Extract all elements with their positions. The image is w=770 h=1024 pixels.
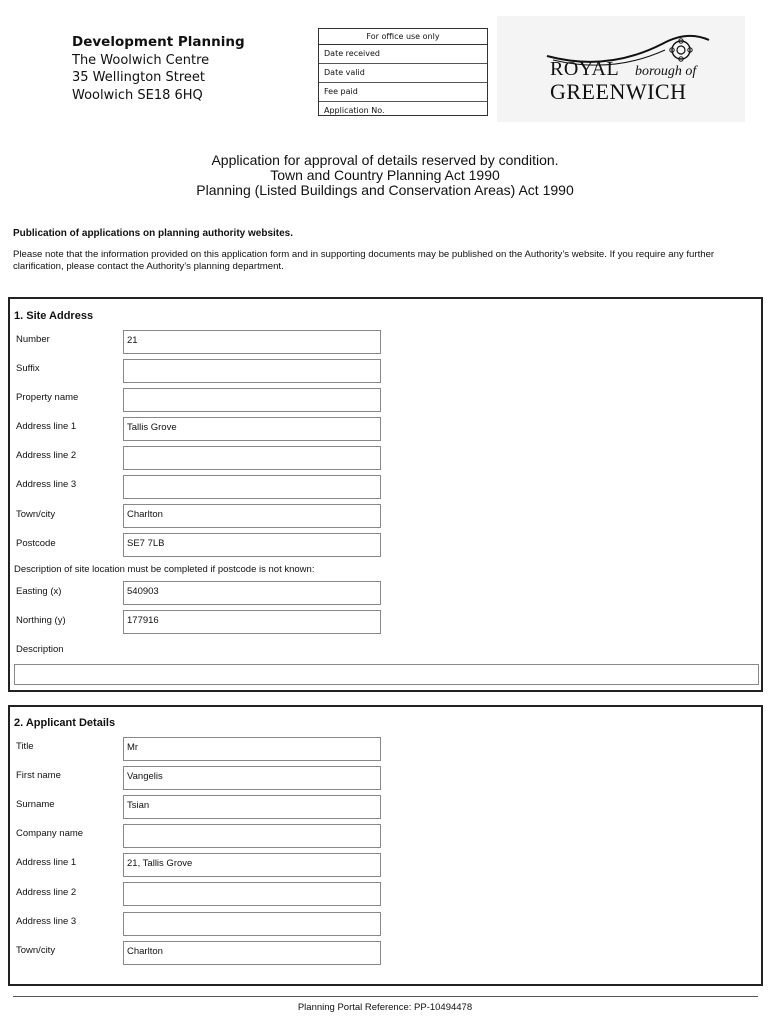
applicant-company-input[interactable] bbox=[123, 824, 381, 848]
organisation-address bbox=[72, 34, 245, 104]
form-title: Application for approval of details reserved by condition. bbox=[211, 152, 559, 168]
form-subtitle-listed: Planning (Listed Buildings and Conservation Areas) Act 1990 bbox=[196, 182, 574, 198]
field-label: Address line 2 bbox=[16, 887, 77, 898]
field-label: Company name bbox=[16, 828, 84, 839]
northing-input[interactable]: 177916 bbox=[123, 610, 381, 634]
section-title: 1. Site Address bbox=[14, 310, 94, 322]
field-label: Town/city bbox=[16, 509, 56, 520]
field-label: Description bbox=[16, 644, 64, 655]
field-label: Address line 2 bbox=[16, 450, 77, 461]
office-application-no: Application No. bbox=[324, 106, 385, 115]
site-address-line3-input[interactable] bbox=[123, 475, 381, 499]
org-address-line: 35 Wellington Street bbox=[72, 70, 206, 85]
office-fee-paid: Fee paid bbox=[319, 83, 487, 102]
field-label: Number bbox=[16, 334, 50, 345]
publication-heading: Publication of applications on planning authority websites. bbox=[13, 228, 294, 239]
field-label: Suffix bbox=[16, 363, 40, 374]
field-label: Address line 1 bbox=[16, 857, 77, 868]
easting-input[interactable]: 540903 bbox=[123, 581, 381, 605]
field-label: Address line 3 bbox=[16, 916, 77, 927]
field-label: Property name bbox=[16, 392, 79, 403]
site-number-input[interactable]: 21 bbox=[123, 330, 381, 354]
applicant-town-input[interactable]: Charlton bbox=[123, 941, 381, 965]
form-titles bbox=[0, 153, 770, 198]
field-label: Surname bbox=[16, 799, 55, 810]
org-address-line: Woolwich SE18 6HQ bbox=[72, 87, 203, 103]
logo-swoosh-icon bbox=[497, 16, 745, 122]
location-note: Description of site location must be completed if postcode is not known: bbox=[14, 564, 315, 575]
field-label: Easting (x) bbox=[16, 586, 62, 597]
publication-text: Please note that the information provided on this application form and in supporting documents may be published on the Authority’s website. If you require any further clarification, please contact the Authority’s planning department. bbox=[13, 249, 715, 272]
field-label: Postcode bbox=[16, 538, 56, 549]
office-date-received: Date received bbox=[319, 45, 487, 64]
applicant-first-name-input[interactable]: Vangelis bbox=[123, 766, 381, 790]
site-town-input[interactable]: Charlton bbox=[123, 504, 381, 528]
royal-greenwich-logo bbox=[497, 16, 745, 122]
applicant-address-line1-input[interactable]: 21, Tallis Grove bbox=[123, 853, 381, 877]
applicant-details-section bbox=[8, 705, 763, 986]
site-address-line2-input[interactable] bbox=[123, 446, 381, 470]
office-use-box bbox=[318, 28, 488, 116]
field-label: Address line 3 bbox=[16, 479, 77, 490]
field-label: First name bbox=[16, 770, 61, 781]
site-property-name-input[interactable] bbox=[123, 388, 381, 412]
portal-reference: Planning Portal Reference: PP-10494478 bbox=[297, 1002, 473, 1013]
applicant-title-input[interactable]: Mr bbox=[123, 737, 381, 761]
logo-royal-text: ROYAL bbox=[550, 58, 620, 80]
office-use-title: For office use only bbox=[319, 29, 487, 45]
site-suffix-input[interactable] bbox=[123, 359, 381, 383]
logo-borough-text: borough of bbox=[635, 64, 697, 79]
org-address-line: The Woolwich Centre bbox=[72, 52, 210, 68]
applicant-address-line3-input[interactable] bbox=[123, 912, 381, 936]
form-subtitle-act: Town and Country Planning Act 1990 bbox=[270, 167, 500, 183]
applicant-address-line2-input[interactable] bbox=[123, 882, 381, 906]
site-description-input[interactable] bbox=[14, 664, 759, 685]
site-address-line1-input[interactable]: Tallis Grove bbox=[123, 417, 381, 441]
footer-divider bbox=[13, 996, 758, 997]
org-name: Development Planning bbox=[72, 34, 245, 50]
field-label: Address line 1 bbox=[16, 421, 77, 432]
applicant-surname-input[interactable]: Tsian bbox=[123, 795, 381, 819]
office-date-valid: Date valid bbox=[319, 64, 487, 83]
field-label: Town/city bbox=[16, 945, 56, 956]
site-address-section bbox=[8, 297, 763, 692]
rose-emblem-icon bbox=[670, 39, 692, 61]
field-label: Northing (y) bbox=[16, 615, 66, 626]
field-label: Title bbox=[16, 741, 34, 752]
logo-greenwich-text: GREENWICH bbox=[550, 79, 687, 104]
section-title: 2. Applicant Details bbox=[14, 717, 116, 729]
site-postcode-input[interactable]: SE7 7LB bbox=[123, 533, 381, 557]
